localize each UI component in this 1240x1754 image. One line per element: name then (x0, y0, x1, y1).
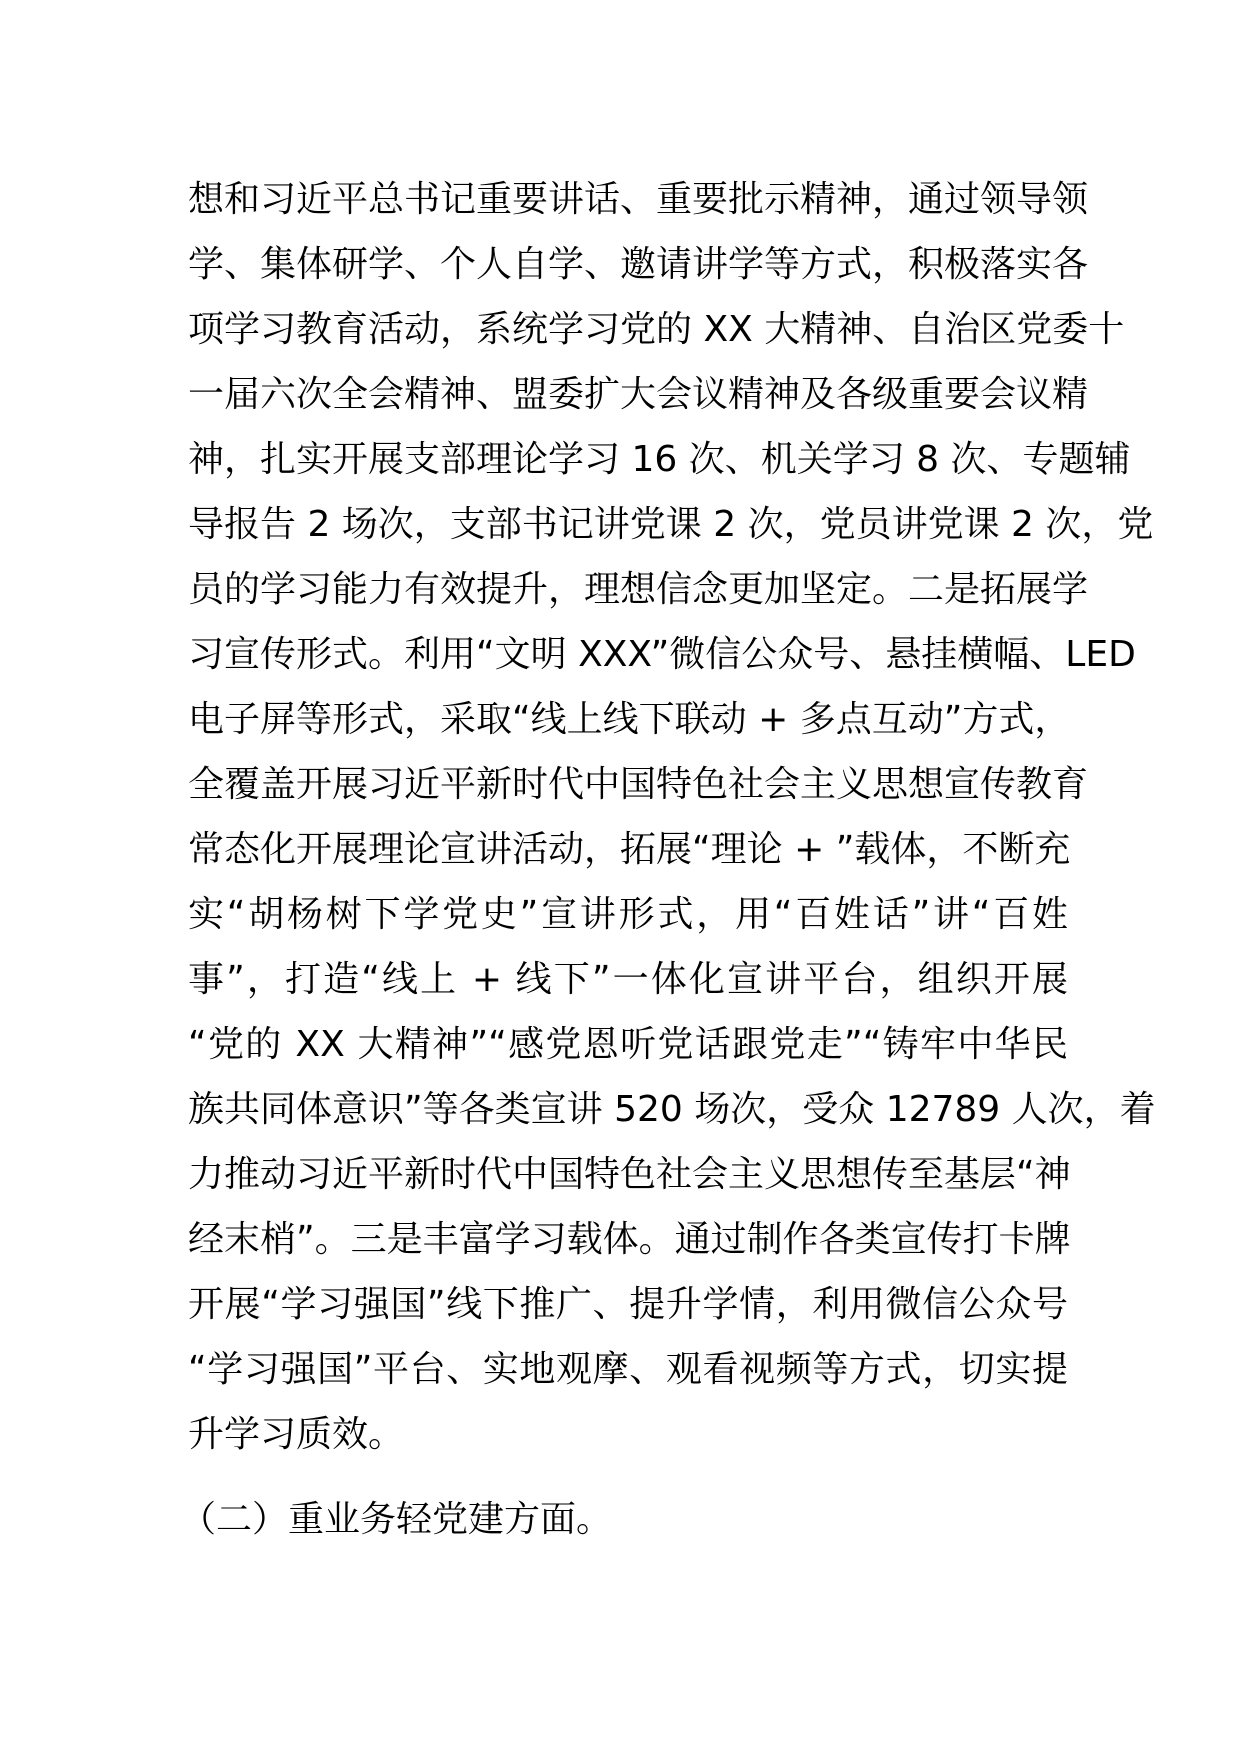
paragraph-line: 事”，打造“线上 + 线下”一体化宣讲平台，组织开展 (188, 959, 1068, 1000)
paragraph-line: 经末梢”。三是丰富学习载体。通过制作各类宣传打卡牌 (188, 1219, 1071, 1260)
section-heading: （二）重业务轻党建方面。 (180, 1499, 613, 1540)
paragraph-line: 想和习近平总书记重要讲话、重要批示精神，通过领导领 (188, 179, 1089, 220)
body-paragraph (188, 167, 1156, 1467)
paragraph-line: “党的 XX 大精神”“感党恩听党话跟党走”“铸牢中华民 (188, 1024, 1068, 1065)
paragraph-line: 实“胡杨树下学党史”宣讲形式，用“百姓话”讲“百姓 (188, 894, 1068, 935)
paragraph-line: 项学习教育活动，系统学习党的 XX 大精神、自治区党委十 (188, 309, 1125, 350)
paragraph-line: 导报告 2 场次，支部书记讲党课 2 次，党员讲党课 2 次，党 (188, 504, 1154, 545)
paragraph-line: 全覆盖开展习近平新时代中国特色社会主义思想宣传教育 (188, 764, 1089, 805)
paragraph-line: 电子屏等形式，采取“线上线下联动 + 多点互动”方式， (188, 699, 1071, 740)
paragraph-line: 升学习质效。 (188, 1414, 405, 1455)
paragraph-line: 一届六次全会精神、盟委扩大会议精神及各级重要会议精 (188, 374, 1089, 415)
paragraph-line: 常态化开展理论宣讲活动，拓展“理论 + ”载体，不断充 (188, 829, 1071, 870)
paragraph-line: 族共同体意识”等各类宣讲 520 场次，受众 12789 人次，着 (188, 1089, 1156, 1130)
paragraph-line: 学、集体研学、个人自学、邀请讲学等方式，积极落实各 (188, 244, 1089, 285)
paragraph-line: 开展“学习强国”线下推广、提升学情，利用微信公众号 (188, 1284, 1068, 1325)
paragraph-line: 神，扎实开展支部理论学习 16 次、机关学习 8 次、专题辅 (188, 439, 1131, 480)
paragraph-line: 力推动习近平新时代中国特色社会主义思想传至基层“神 (188, 1154, 1071, 1195)
paragraph-line: 员的学习能力有效提升，理想信念更加坚定。二是拓展学 (188, 569, 1089, 610)
paragraph-line: “学习强国”平台、实地观摩、观看视频等方式，切实提 (188, 1349, 1068, 1390)
paragraph-line: 习宣传形式。利用“文明 XXX”微信公众号、悬挂横幅、LED (188, 634, 1136, 675)
